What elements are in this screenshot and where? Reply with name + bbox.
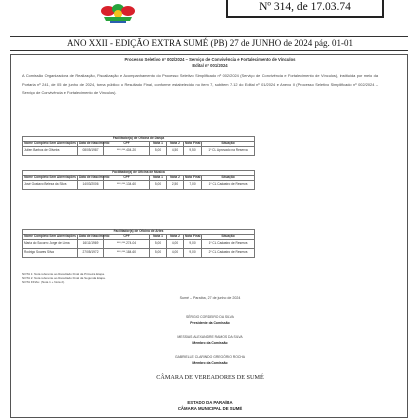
table-cell: Rodrigo Soares Silva [23,248,78,257]
signature-role: Presidente da Comissão [190,321,230,325]
table-cell: 16/11/1969 [78,240,104,249]
note-line: NOTA 1: Nota referente ao Resultado Final da Primeira Etapa. [22,272,105,276]
table-header: Nome Completo Sem Abreviações [24,141,76,146]
signature-block [0,334,420,346]
table-cell: José Gustavo Beleza da Silva [23,181,78,190]
table-header: Nota Final [185,234,201,239]
table-header: Nota Final [185,141,201,146]
table-cell: Maria do Socorro Jorge de Lima [23,240,78,249]
results-table-musica [22,170,255,190]
camara-municipal-name: CÂMARA MUNICIPAL DE SUMÉ [177,406,243,411]
table-header: Nota 2 [167,176,184,181]
table-header: Data de Nascimento [79,141,110,146]
table-cell: 1º CL Aprovado na Reserva [202,147,255,156]
table-cell: 9,00 [184,248,202,257]
signature-role: Membro da Comissão [192,341,228,345]
table-cell: ***.***.184-60 [104,248,150,257]
divider [10,36,408,37]
table-caption: Facilitador(a) de Oficina de Artes [23,230,255,235]
table-cell: 4,50 [167,147,184,156]
table-header: CPF [104,142,150,147]
table-cell: 9,50 [184,147,202,156]
table-row [23,147,255,156]
table-cell: 5,00 [150,240,167,249]
note-line: NOTA 2: Nota referente ao Resultado Final da Segunda Etapa. [22,276,106,281]
table-header: Nota 2 [167,235,184,240]
table-header: Nota 1 [150,176,167,181]
next-page-header [0,400,420,412]
table-cell: 08/05/1987 [78,147,104,156]
divider [10,50,408,51]
table-cell: 4,00 [167,248,184,257]
table-header: Data de Nascimento [79,175,110,180]
notes [22,272,262,285]
table-cell: 5,00 [150,248,167,257]
table-cell: 5,00 [150,181,167,190]
document-body: A Comissão Organizadora de Realização, Fiscalização e Acompanhamento do Processo Seletivo Simplificado nº 002/2024 (Serviço de Convivência e Fortalecimento de Vínculos), instituída por meio da Portaria nº 241, de 05 de junho de 2024, torna público o Resultado Final, conforme estabelecido no item 7, subitem 7.12 do Edital nº 01/2024 e Anexo II (Processo Seletivo Simplificado nº 002/2024 – Serviço de Convivência e Fortalecimento de Vínculos). [22,73,378,96]
state-name: ESTADO DA PARAÍBA [187,400,233,405]
law-number: Nº 314, de 17.03.74 [259,1,351,13]
signature-name: GABRIELLE CLARINDO GREGÓRIO ROCHA [174,355,246,359]
results-table-artes [22,229,255,258]
law-number-box [226,0,384,18]
table-header: Situação [202,176,255,181]
table-header: Nome Completo Sem Abreviações [24,234,76,239]
edition-line: ANO XXII - EDIÇÃO EXTRA SUMÉ (PB) 27 de JUNHO de 2024 pág. 01-01 [67,38,353,48]
table-header: Nota 2 [167,142,184,147]
table-cell: 4,00 [167,240,184,249]
table-header: Nota 1 [150,142,167,147]
table-cell: ***.***.404-20 [104,147,150,156]
table-caption: Facilitador(a) de Oficina de Dança [23,137,255,142]
document-title-line: Processo Seletivo nº 002/2024 – Serviço de Convivência e Fortalecimento de Vínculos [124,57,296,62]
table-row [23,240,255,249]
table-row [23,248,255,257]
table-cell: 2,50 [167,181,184,190]
table-cell: 1º CL Cadastro de Reserva [202,240,255,249]
table-cell: 2º CL Cadastro de Reserva [202,248,255,257]
table-cell: 1º CL Cadastro de Reserva [202,181,255,190]
table-header: Situação [202,142,255,147]
document-title-line: Edital nº 001/2024 [192,62,228,68]
results-table-danca [22,136,255,156]
table-cell: 14/03/2006 [78,181,104,190]
table-header: Data de Nascimento [79,234,110,239]
table-header: Nota 1 [150,235,167,240]
table-cell: 7,00 [184,181,202,190]
table-cell: ***.***.274-04 [104,240,150,249]
signature-block [0,314,420,326]
camara-heading: CÂMARA DE VEREADORES DE SUMÉ [156,374,264,381]
table-header: Situação [202,235,255,240]
signature-block [0,354,420,366]
table-row [23,181,255,190]
signature-name: MESSIAS ALEXANDRE RAMOS DA SILVA [177,335,243,339]
table-cell: 5,00 [150,147,167,156]
table-header: CPF [104,235,150,240]
table-cell: 27/05/1972 [78,248,104,257]
table-cell: Julien Barbos de Oliveira [23,147,78,156]
signature-role: Membro da Comissão [192,361,228,365]
note-line: NOTA FINAL: (Nota 1 + Nota 2). [22,280,65,285]
table-header: Nome Completo Sem Abreviações [24,175,76,180]
table-caption: Facilitador(a) de Oficina de Música [23,171,255,176]
municipal-logo [98,3,138,25]
table-header: Nota Final [185,175,201,180]
document-title [40,57,380,68]
table-header: CPF [104,176,150,181]
place-date: Sumé – Paraíba, 27 de junho de 2024 [179,296,241,300]
table-cell: ***.***.134-60 [104,181,150,190]
table-cell: 9,00 [184,240,202,249]
signature-name: SÉRGIO CORDEIRO DA SILVA [186,315,234,319]
